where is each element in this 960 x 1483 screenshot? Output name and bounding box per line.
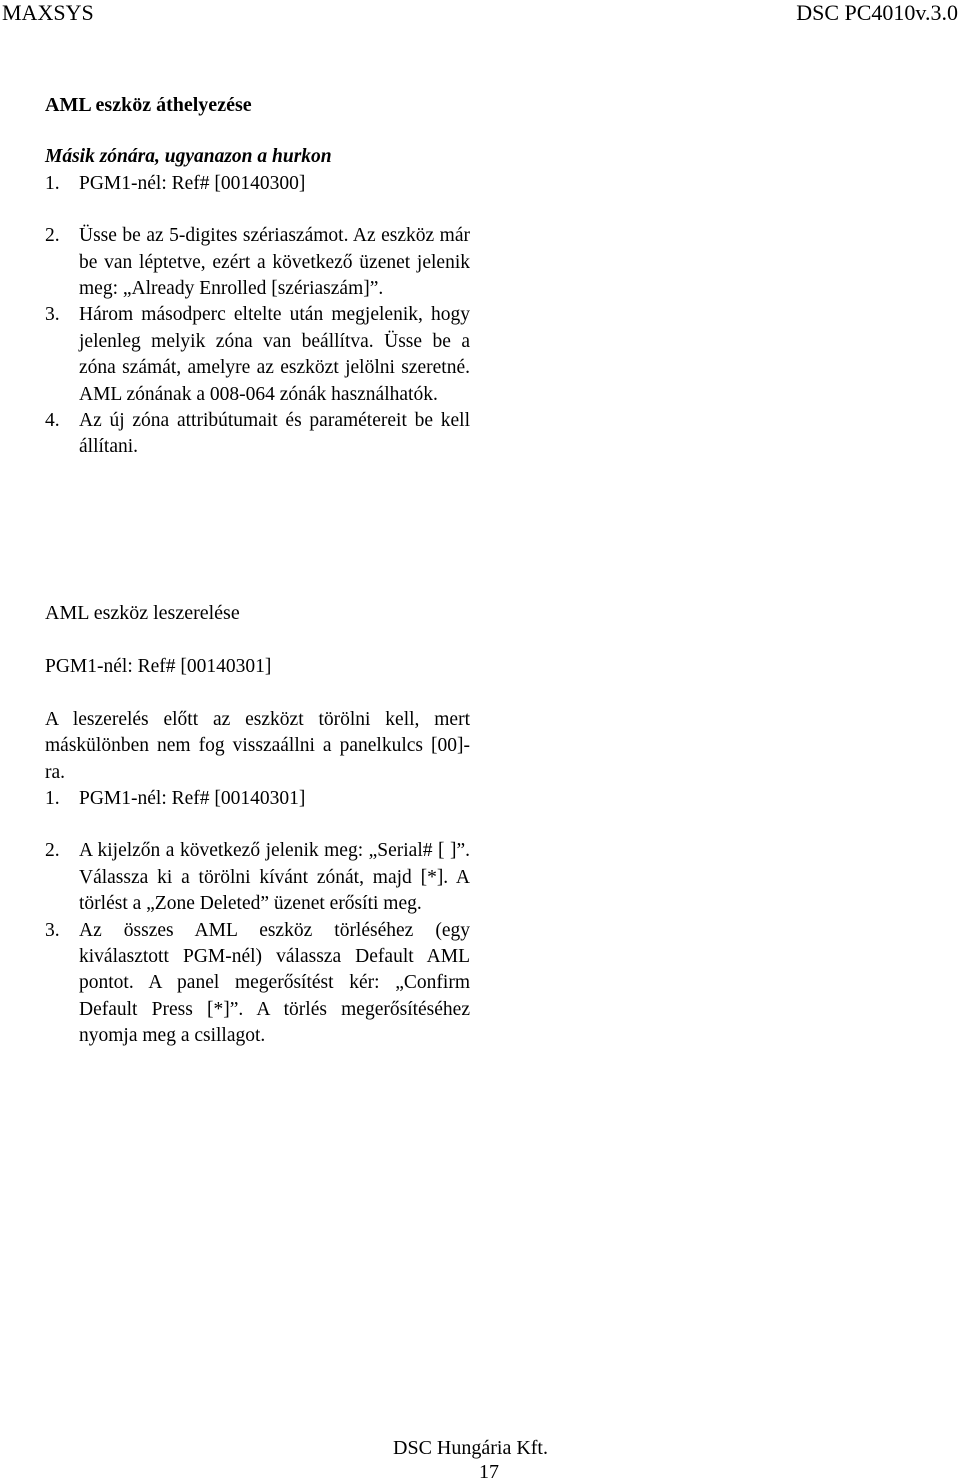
step-number: 1.: [45, 172, 60, 194]
section-relocate: [45, 92, 470, 461]
step-number: 4.: [45, 410, 60, 432]
step-number: 2.: [45, 840, 60, 862]
section-remove-ref: PGM1-nél: Ref# [00140301]: [45, 656, 272, 678]
step-text: Három másodperc eltelte után megjelenik, hogy jelenleg melyik zóna van beállítva. Üsse be a zóna számát, amelyre az eszközt jelölni szeretné. AML zónának a 008-064 zónák használhatók.: [79, 304, 470, 405]
step-text: PGM1-nél: Ref# [00140301]: [79, 788, 306, 810]
page-number: 17: [479, 1461, 499, 1483]
step-text: Üsse be az 5-digites szériaszámot. Az eszköz már be van léptetve, ezért a következő üzenet jelenik meg: „Already Enrolled [szériaszám]”.: [79, 225, 470, 300]
header-left-title: MAXSYS: [2, 0, 94, 25]
step-text: A kijelzőn a következő jelenik meg: „Serial# [ ]”. Válassza ki a törölni kívánt zónát, majd [*]. A törlést a „Zone Deleted” üzenet erősíti meg.: [79, 840, 470, 915]
step-number: 2.: [45, 225, 60, 247]
list-item: [45, 918, 470, 1050]
list-item: [45, 408, 470, 461]
list-item: [45, 171, 470, 197]
footer-company: DSC Hungária Kft.: [393, 1437, 548, 1459]
step-number: 3.: [45, 304, 60, 326]
section-remove: [45, 600, 470, 1050]
step-number: 3.: [45, 919, 60, 941]
step-text: Az új zóna attribútumait és paramétereit be kell állítani.: [79, 410, 470, 458]
section-relocate-title: AML eszköz áthelyezése: [45, 94, 252, 116]
header-right-title: DSC PC4010v.3.0: [796, 0, 958, 25]
list-item: [45, 302, 470, 408]
step-number: 1.: [45, 788, 60, 810]
list-item: [45, 838, 470, 917]
step-text: Az összes AML eszköz törléséhez (egy kiválasztott PGM-nél) válassza Default AML pontot. A panel megerősítést kér: „Confirm Default Press [*]”. A törlés megerősítéséhez nyomja meg a csillagot.: [79, 919, 470, 1047]
list-item: [45, 786, 470, 812]
section-remove-intro: A leszerelés előtt az eszközt törölni kell, mert máskülönben nem fog visszaállni a panelkulcs [00]-ra.: [45, 708, 470, 783]
list-item: [45, 223, 470, 302]
section-remove-title: AML eszköz leszerelése: [45, 602, 240, 624]
section-relocate-subtitle: Másik zónára, ugyanazon a hurkon: [45, 146, 332, 168]
step-text: PGM1-nél: Ref# [00140300]: [79, 172, 306, 194]
